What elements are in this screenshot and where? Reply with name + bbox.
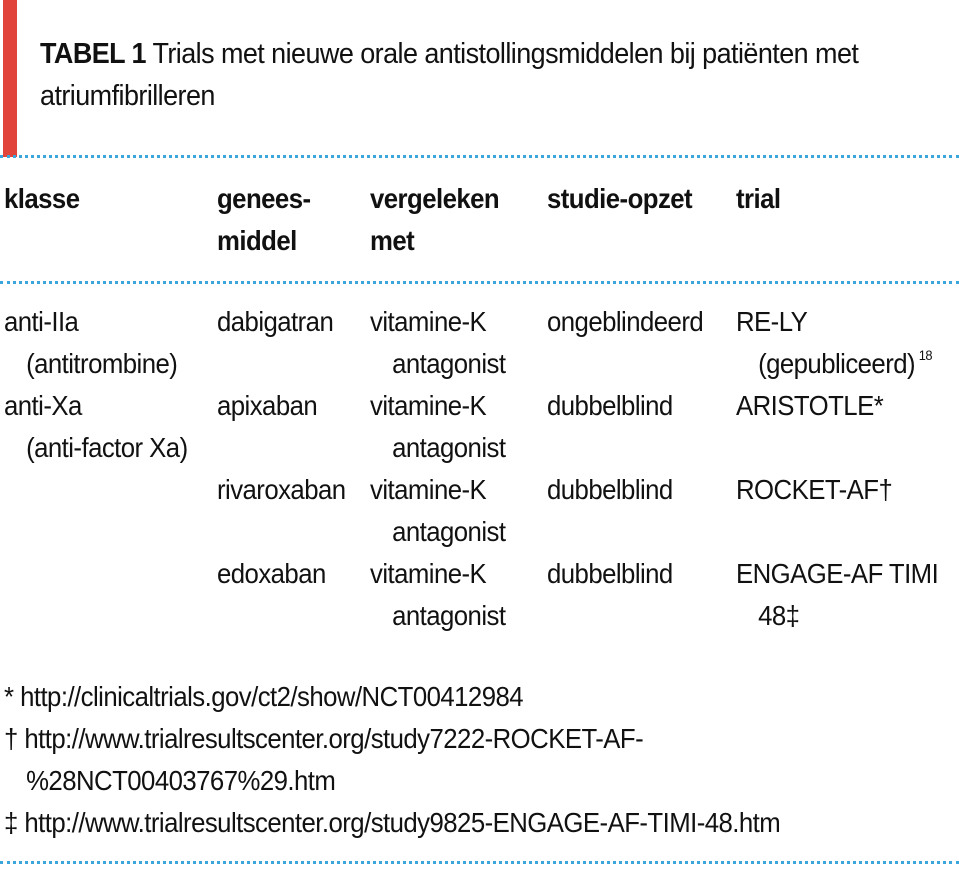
cell-klasse: anti-Xa (anti-factor Xa) [4, 390, 188, 463]
cell-vergeleken: vitamine-K antagonist [370, 390, 506, 463]
header-vergeleken: vergeleken met [370, 183, 500, 256]
header-geneesmiddel: genees- middel [217, 183, 311, 256]
header-divider [0, 281, 959, 284]
footnote-engage-af: ‡ http://www.trialresultscenter.org/study9825-ENGAGE-AF-TIMI-48.htm [4, 807, 781, 838]
cell-geneesmiddel: rivaroxaban [217, 474, 346, 505]
footnote-rocket-af: † http://www.trialresultscenter.org/study7222-ROCKET-AF- %28NCT00403767%29.htm [4, 723, 644, 796]
top-divider [0, 155, 959, 158]
cell-studie-opzet: dubbelblind [547, 474, 673, 505]
table-row [0, 301, 959, 385]
cell-studie-opzet: ongeblindeerd [547, 306, 704, 337]
table-body [0, 301, 959, 637]
cell-trial: ARISTOTLE* [736, 390, 884, 421]
cell-klasse: anti-IIa (antitrombine) [4, 306, 178, 379]
accent-bar [3, 0, 17, 157]
table-caption-text: Trials met nieuwe orale antistollingsmiddelen bij patiënten met atriumfibrilleren [40, 38, 859, 112]
cell-trial: ENGAGE-AF TIMI 48‡ [736, 558, 939, 631]
table-caption [40, 33, 888, 117]
cell-trial: RE-LY (gepubliceerd) $^{18}$ [736, 306, 932, 379]
header-trial: trial [736, 183, 781, 214]
table-row [0, 469, 959, 553]
cell-vergeleken: vitamine-K antagonist [370, 558, 506, 631]
cell-studie-opzet: dubbelblind [547, 558, 673, 589]
cell-trial: ROCKET-AF† [736, 474, 893, 505]
bottom-divider [0, 861, 959, 864]
cell-vergeleken: vitamine-K antagonist [370, 306, 506, 379]
table-caption-label: TABEL 1 [40, 38, 146, 70]
table-row [0, 553, 959, 637]
cell-geneesmiddel: dabigatran [217, 306, 334, 337]
footnote-aristotle: * http://clinicaltrials.gov/ct2/show/NCT00412984 [4, 681, 524, 712]
cell-studie-opzet: dubbelblind [547, 390, 673, 421]
header-studie-opzet: studie-opzet [547, 183, 693, 214]
header-klasse: klasse [4, 183, 80, 214]
table-row [0, 385, 959, 469]
footnotes [4, 676, 954, 844]
reference-number: 18 [918, 347, 932, 363]
cell-geneesmiddel: edoxaban [217, 558, 326, 589]
cell-vergeleken: vitamine-K antagonist [370, 474, 506, 547]
cell-geneesmiddel: apixaban [217, 390, 318, 421]
